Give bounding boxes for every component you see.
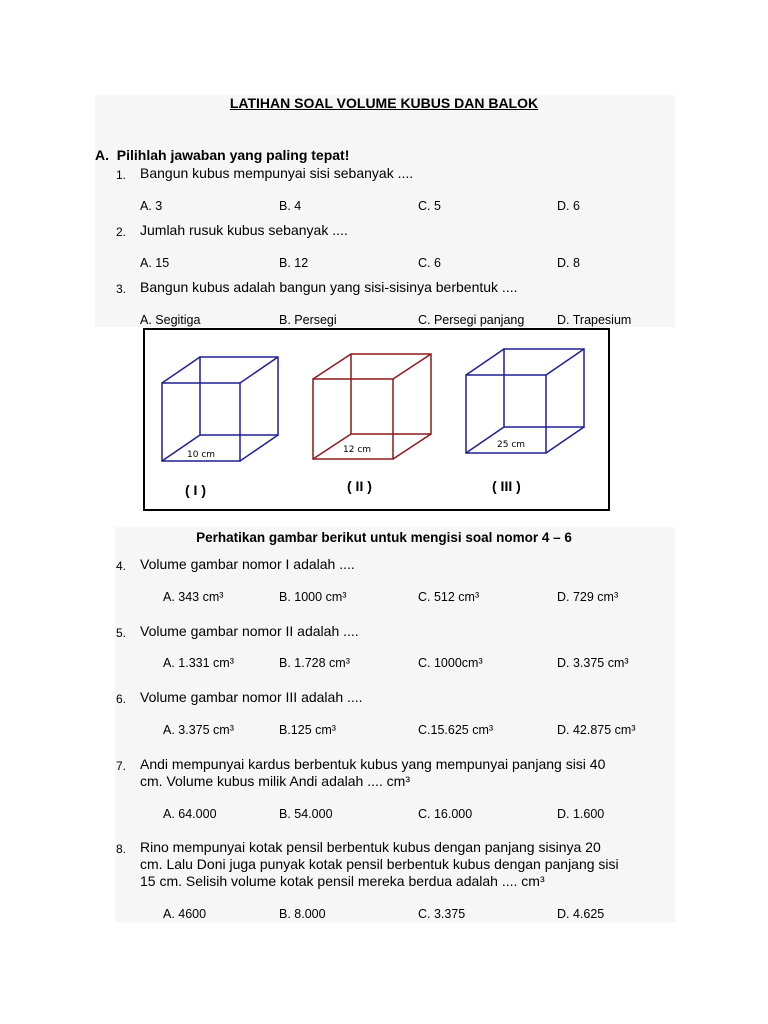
question-text: Volume gambar nomor II adalah .... — [140, 623, 359, 639]
question-text-line: cm. Volume kubus milik Andi adalah .... cm³ — [140, 773, 410, 789]
option: A. 3.375 cm³ — [163, 723, 234, 737]
question-text-line: 15 cm. Selisih volume kotak pensil mereka berdua adalah .... cm³ — [140, 873, 545, 889]
cube-iii-label: ( III ) — [492, 478, 521, 494]
option: B. 4 — [279, 199, 302, 213]
option: A. 4600 — [163, 907, 207, 921]
option: C. 16.000 — [418, 807, 473, 821]
question-text-line: Andi mempunyai kardus berbentuk kubus yang mempunyai panjang sisi 40 — [140, 756, 606, 772]
cube-i-label: ( I ) — [185, 482, 206, 498]
option: A. 3 — [140, 199, 163, 213]
question-number: 7. — [116, 759, 127, 773]
option: C. 1000cm³ — [418, 656, 483, 670]
option: C. 512 cm³ — [418, 590, 480, 604]
question-number: 1. — [116, 168, 127, 182]
option: A. 64.000 — [163, 807, 217, 821]
option: B. 1.728 cm³ — [279, 656, 350, 670]
section-a-label: A. — [95, 147, 109, 163]
cube-i-edge-label: 10 cm — [187, 450, 216, 460]
option: C. 3.375 — [418, 907, 466, 921]
option: A. 343 cm³ — [163, 590, 224, 604]
cube-ii-edge-label: 12 cm — [343, 445, 372, 455]
option: A. 15 — [140, 256, 170, 270]
question-text-line: Rino mempunyai kotak pensil berbentuk kubus dengan panjang sisinya 20 — [140, 839, 601, 855]
option: B. Persegi — [279, 313, 337, 327]
question-number: 2. — [116, 225, 127, 239]
option: C. 5 — [418, 199, 441, 213]
question-number: 5. — [116, 626, 127, 640]
option: C.15.625 cm³ — [418, 723, 494, 737]
question-text: Jumlah rusuk kubus sebanyak .... — [140, 222, 348, 238]
cube-ii-label: ( II ) — [347, 478, 372, 494]
question-text: Volume gambar nomor III adalah .... — [140, 689, 363, 705]
question-number: 6. — [116, 692, 127, 706]
cube-figure — [143, 328, 610, 511]
option: D. 4.625 — [557, 907, 605, 921]
option: D. Trapesium — [557, 313, 632, 327]
question-text: Bangun kubus mempunyai sisi sebanyak .... — [140, 165, 414, 181]
question-number: 8. — [116, 842, 127, 856]
section-a-instruction: Pilihlah jawaban yang paling tepat! — [116, 147, 350, 163]
cube-figure-drawing — [145, 330, 608, 509]
option: B. 54.000 — [279, 807, 333, 821]
section-a-heading — [95, 147, 349, 163]
question-text: Bangun kubus adalah bangun yang sisi-sisinya berbentuk .... — [140, 279, 518, 295]
option: A. 1.331 cm³ — [163, 656, 234, 670]
figure-caption: Perhatikan gambar berikut untuk mengisi soal nomor 4 – 6 — [196, 530, 572, 545]
option: B. 8.000 — [279, 907, 326, 921]
option: D. 8 — [557, 256, 580, 270]
option: D. 3.375 cm³ — [557, 656, 629, 670]
option: B.125 cm³ — [279, 723, 336, 737]
option: D. 6 — [557, 199, 580, 213]
question-number: 3. — [116, 282, 127, 296]
option: B. 12 — [279, 256, 309, 270]
question-text-line: cm. Lalu Doni juga punyak kotak pensil berbentuk kubus dengan panjang sisi — [140, 856, 619, 872]
option: D. 42.875 cm³ — [557, 723, 636, 737]
option: B. 1000 cm³ — [279, 590, 347, 604]
option: A. Segitiga — [140, 313, 201, 327]
cube-iii-edge-label: 25 cm — [497, 440, 526, 450]
question-number: 4. — [116, 559, 127, 573]
question-text: Volume gambar nomor I adalah .... — [140, 556, 355, 572]
cube-ii — [313, 354, 431, 459]
cube-iii — [466, 349, 584, 453]
option: C. Persegi panjang — [418, 313, 525, 327]
cube-i — [162, 357, 278, 461]
option: C. 6 — [418, 256, 441, 270]
page-title: LATIHAN SOAL VOLUME KUBUS DAN BALOK — [229, 95, 539, 111]
option: D. 729 cm³ — [557, 590, 619, 604]
option: D. 1.600 — [557, 807, 605, 821]
